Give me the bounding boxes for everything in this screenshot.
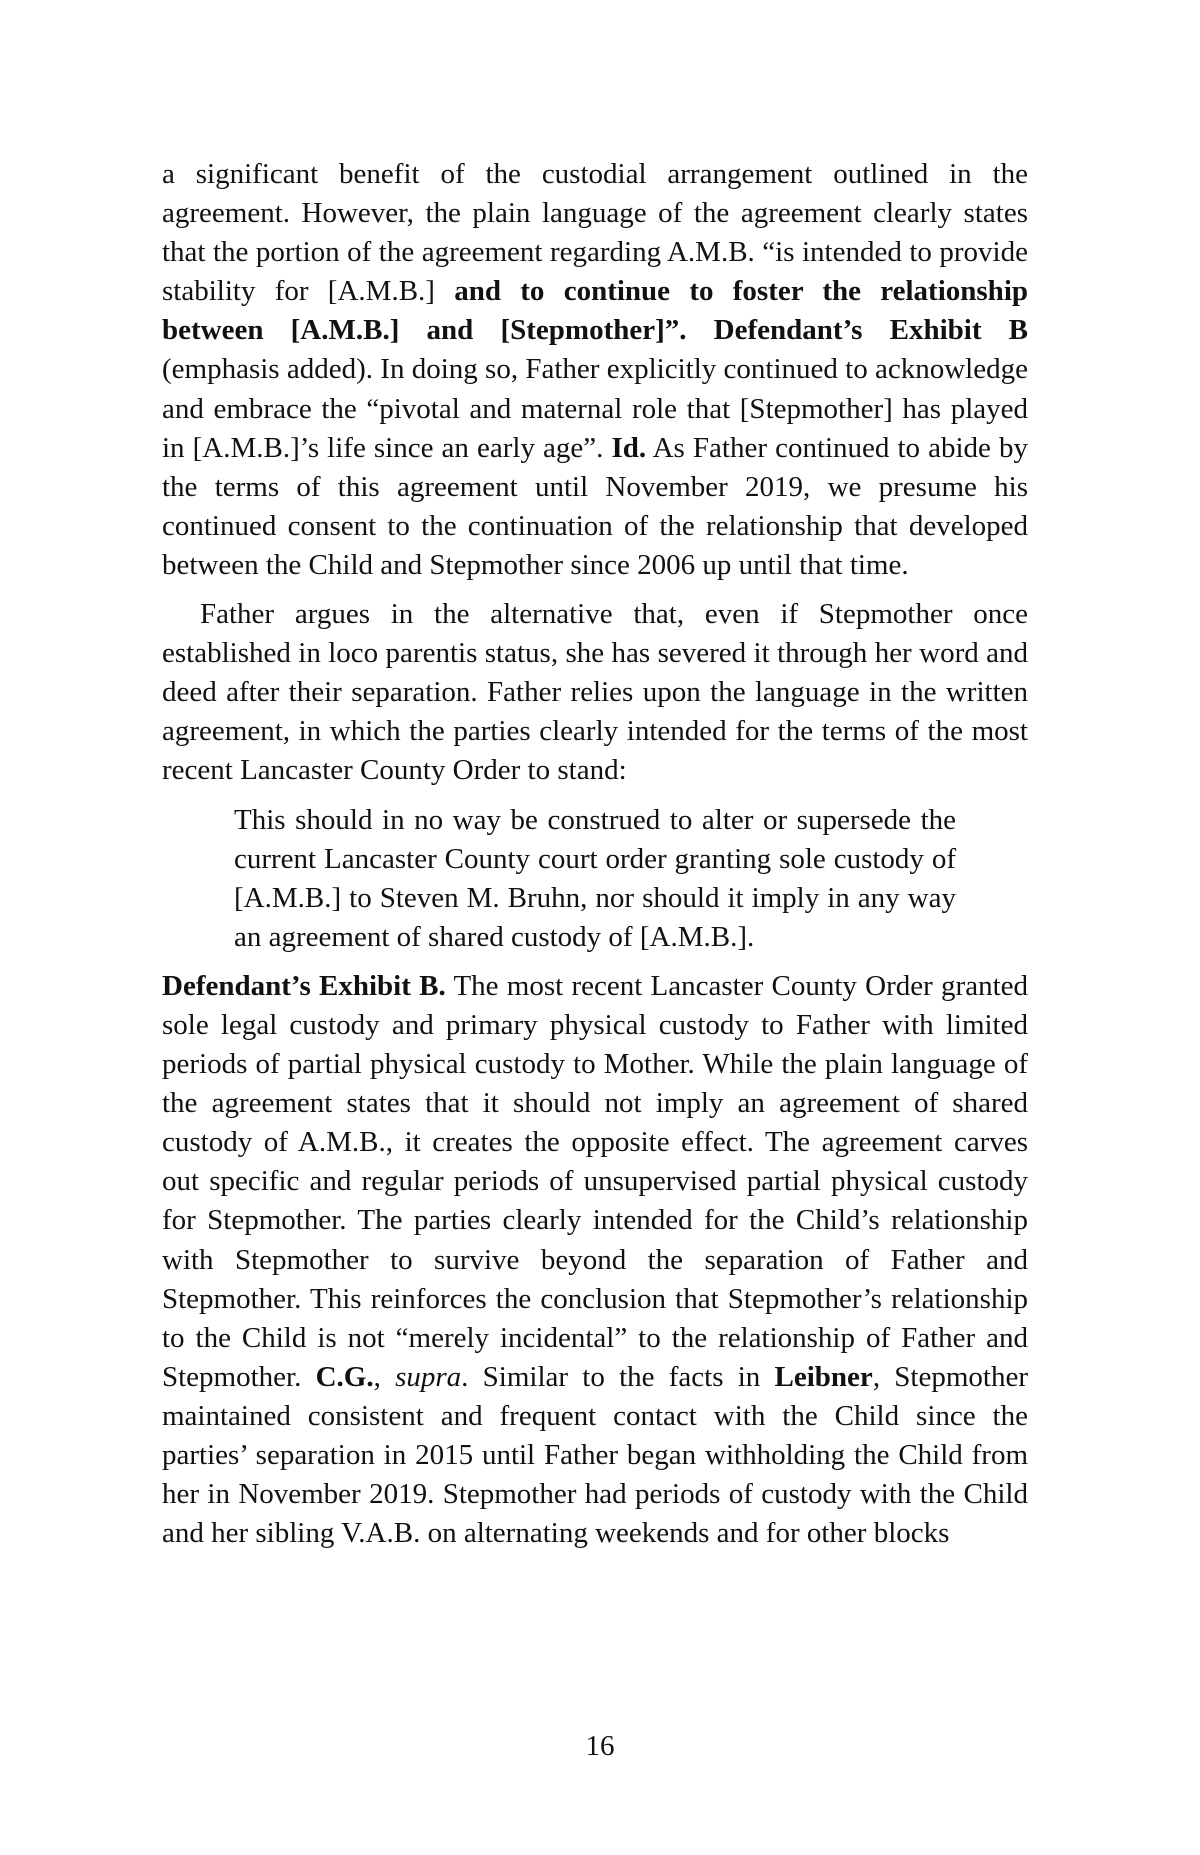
text-run: The most recent Lancaster County Order granted sole legal custody and primary physical custody to Father with limited periods of partial physical custody to Mother. While the plain language of the agreement states that it should not imply an agreement of shared custody of A.M.B., it creates the opposite effect. The agreement carves out specific and regular periods of unsupervised partial physical custody for Stepmother. The parties clearly intended for the Child’s relationship with Stepmother to survive beyond the separation of Father and Stepmother. This reinforces the conclusion that Stepmother’s relationship to the Child is not “merely incidental” to the relationship of Father and Stepmother.: [162, 969, 1028, 1393]
page-body: [162, 155, 1028, 1553]
paragraph: [162, 595, 1028, 790]
text-run: Father argues in the alternative that, even if Stepmother once established in loco parentis status, she has severed it through her word and deed after their separation. Father relies upon the language in the written agreement, in which the parties clearly intended for the terms of the most recent Lancaster County Order to stand:: [162, 598, 1028, 787]
italic-text: supra: [395, 1360, 462, 1393]
text-run: (emphasis added). In doing so, Father explicitly continued to acknowledge and embrace the “pivotal and maternal role that [Stepmother] has played in [A.M.B.]’s life since an early age”.: [162, 353, 1028, 464]
bold-text: Leibner: [774, 1360, 873, 1393]
page-number: 16: [585, 1730, 615, 1762]
text-run: ,: [373, 1360, 396, 1393]
bold-text: Defendant’s Exhibit B.: [162, 969, 446, 1002]
bold-text: C.G.: [315, 1360, 374, 1393]
text-run: a significant benefit of the custodial arrangement outlined in the agreement. However, the plain language of the agreement clearly states that the portion of the agreement regarding A.M.B. “is intended to provide stability for [A.M.B.]: [162, 158, 1028, 308]
paragraph: [162, 155, 1028, 585]
text-run: . Similar to the facts in: [461, 1360, 775, 1393]
bold-text: Id.: [611, 431, 647, 464]
text-run: As Father continued to abide by the terms of this agreement until November 2019, we presume his continued consent to the continuation of the relationship that developed between the Child and Stepmother since 2006 up until that time.: [162, 431, 1028, 581]
bold-text: and to continue to foster the relationship between [A.M.B.] and [Stepmother]”. Defendant’s Exhibit B: [162, 275, 1028, 347]
text-run: , Stepmother maintained consistent and frequent contact with the Child since the parties’ separation in 2015 until Father began withholding the Child from her in November 2019. Stepmother had periods of custody with the Child and her sibling V.A.B. on alternating weekends and for other blocks: [162, 1360, 1029, 1550]
paragraph: [162, 967, 1028, 1553]
block-quote: This should in no way be construed to alter or supersede the current Lancaster County court order granting sole custody of [A.M.B.] to Steven M. Bruhn, nor should it imply in any way an agreement of shared custody of [A.M.B.].: [234, 803, 956, 953]
